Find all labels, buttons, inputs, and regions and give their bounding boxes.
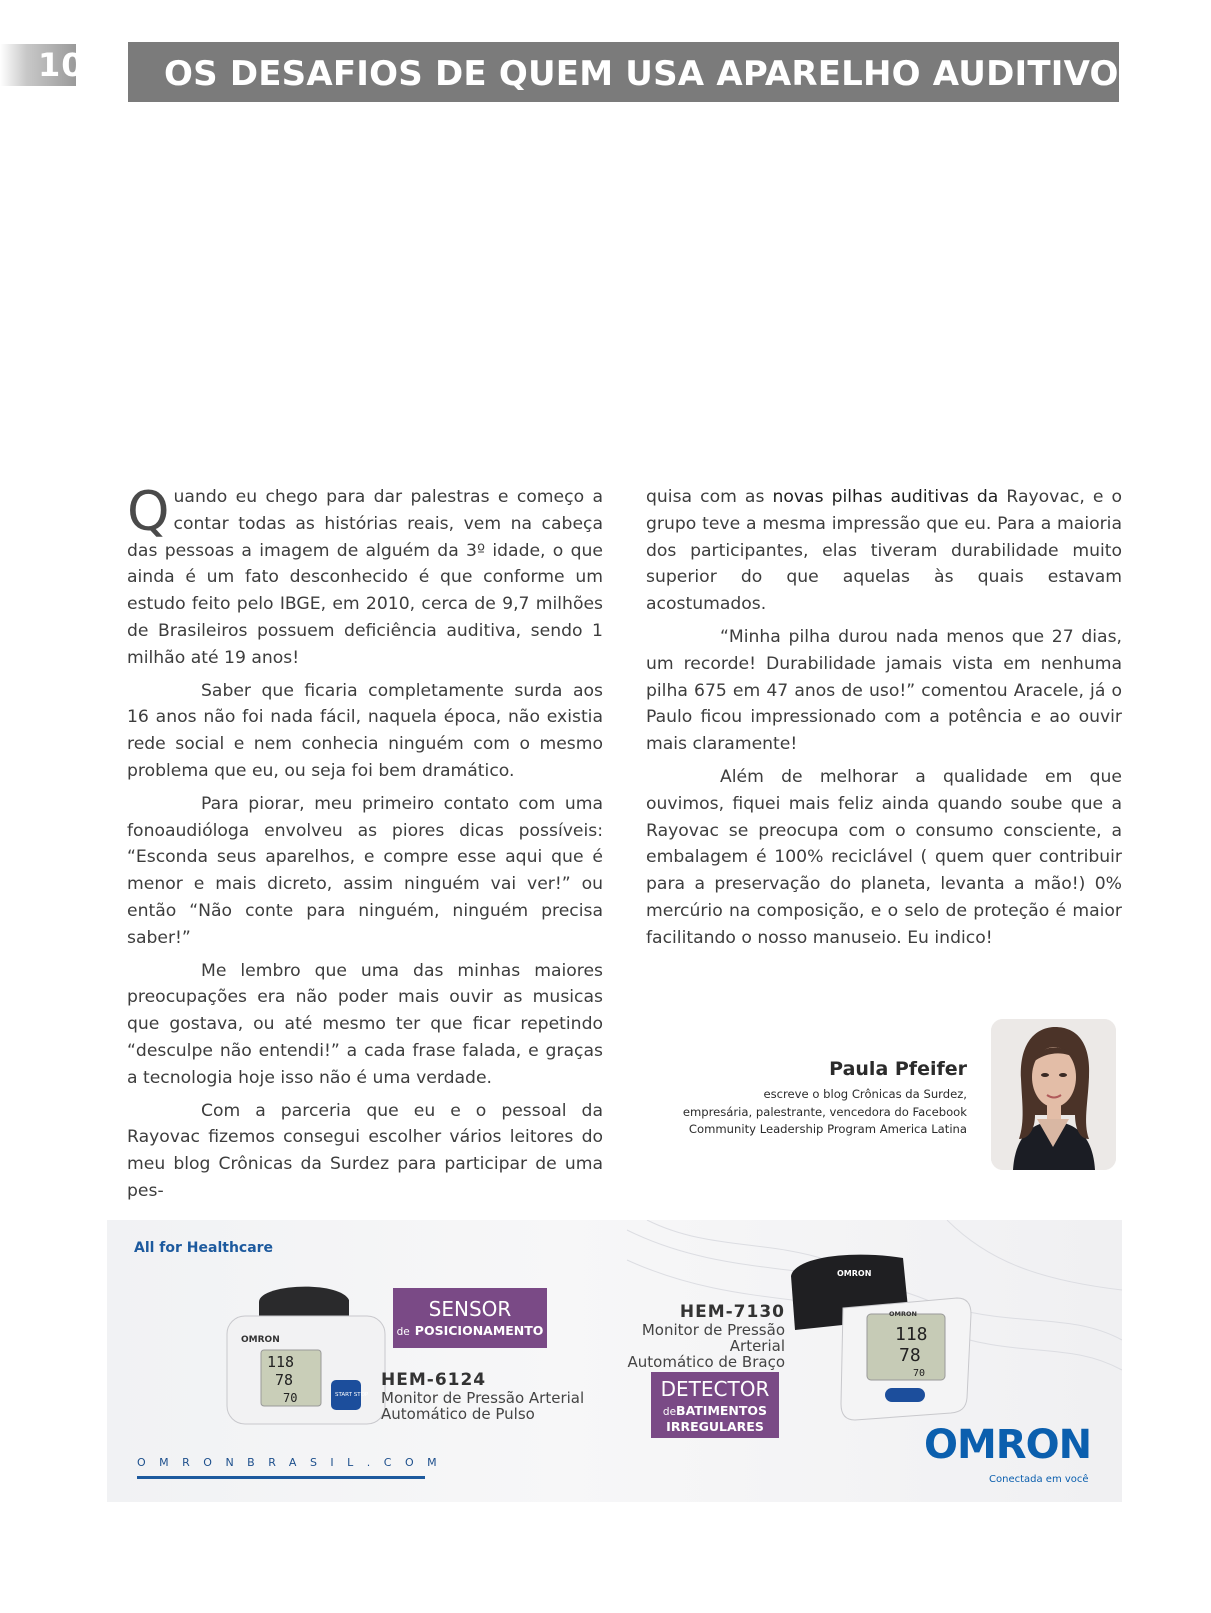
author-name: Paula Pfeifer (829, 1058, 967, 1080)
url-underline (137, 1476, 425, 1479)
cuff-brand-label: OMRON (837, 1269, 872, 1278)
omron-advertisement (107, 1220, 1122, 1502)
display-pul-value: 70 (283, 1391, 298, 1405)
arm-display-pul: 70 (913, 1368, 926, 1379)
author-portrait-image (991, 1019, 1116, 1170)
model-desc: Automático de Pulso (381, 1405, 535, 1423)
paragraph-7: “Minha pilha durou nada menos que 27 dias, um recorde! Durabilidade jamais vista em nenhuma pilha 675 em 47 anos de uso!” comentou Aracele, já o Paulo ficou impressionado com a potência e ao ouvir mais claramente! (646, 626, 1122, 755)
badge-sensor-de: de (396, 1326, 410, 1338)
wrist-monitor-device (219, 1280, 389, 1430)
ad-tagline: All for Healthcare (134, 1240, 274, 1256)
paragraph-6 (646, 484, 1122, 618)
author-credit (587, 1058, 967, 1139)
model-desc: Monitor de Pressão Arterial (381, 1389, 585, 1407)
paragraph-6-start: quisa com as (646, 487, 773, 507)
badge-sensor-bold: POSICIONAMENTO (414, 1323, 544, 1338)
author-bio-line: escreve o blog Crônicas da Surdez, (763, 1087, 967, 1101)
arm-device-brand: OMRON (889, 1310, 917, 1318)
author-photo (991, 1019, 1116, 1170)
model-code: HEM-6124 (381, 1370, 487, 1390)
device-brand-label: OMRON (241, 1335, 280, 1345)
omron-url: OMRONBRASIL.COM (137, 1456, 451, 1469)
badge-detector-bold-2: IRREGULARES (666, 1419, 764, 1434)
badge-detector-de: de (662, 1406, 677, 1418)
model-desc: Automático de Braço (627, 1353, 785, 1371)
omron-logo: OMRON (924, 1422, 1092, 1468)
page-title: OS DESAFIOS DE QUEM USA APARELHO AUDITIVO (164, 54, 1119, 94)
paragraph-8: Além de melhorar a qualidade em que ouvimos, fiquei mais feliz ainda quando soube que a Rayovac se preocupa com o consumo consciente, a embalagem é 100% reciclável ( quem quer contribuir para a preservação do planeta, levanta a mão!) 0% mercúrio na composição, e o selo de proteção é maior facilitando o nosso manuseio. Eu indico! (646, 766, 1122, 948)
paragraph-1-text: uando eu chego para dar palestras e começo a contar todas as histórias reais, vem na cabeça das pessoas a imagem de alguém da 3º idade, o que ainda é um fato desconhecido é que conforme um estudo feito pelo IBGE, em 2010, cerca de 9,7 milhões de Brasileiros possuem deficiência auditiva, sendo 1 milhão até 19 anos! (127, 487, 603, 668)
badge-sensor-sub (393, 1320, 547, 1339)
model-hem-7130 (583, 1302, 785, 1370)
page-number (0, 44, 85, 86)
title-banner (128, 42, 1119, 102)
arm-display-dia: 78 (899, 1345, 921, 1366)
display-sys-value: 118 (267, 1353, 295, 1371)
model-code: HEM-7130 (679, 1302, 785, 1322)
author-bio-line: empresária, palestrante, vencedora do Facebook (682, 1104, 967, 1119)
paragraph-3: Para piorar, meu primeiro contato com uma fonoaudióloga envolveu as piores dicas possíveis: “Esconda seus aparelhos, e compre esse aqui que é menor e mais dicreto, assim ninguém vai ver!” ou então “Não conte para ninguém, ninguém precisa saber!” (127, 793, 603, 948)
paragraph-6-end: Rayovac, e o grupo teve a mesma impressão que eu. Para a maioria dos participantes, elas tiveram durabilidade muito superior do que aquelas às quais estavam acostumados. (646, 487, 1123, 615)
display-dia-value: 78 (275, 1371, 294, 1389)
author-bio-line: Community Leadership Program America Latina (688, 1122, 967, 1136)
paragraph-2: Saber que ficaria completamente surda aos 16 anos não foi nada fácil, naquela época, não existia rede social e nem conhecia ninguém com o mesmo problema que eu, ou seja foi bem dramático. (127, 680, 603, 781)
article-left-column (127, 480, 603, 1211)
model-desc: Monitor de Pressão Arterial (641, 1321, 785, 1355)
article-right-column (646, 484, 1122, 958)
badge-detector-bold: BATIMENTOS (676, 1403, 768, 1418)
author-bio (587, 1086, 967, 1139)
paragraph-5: Com a parceria que eu e o pessoal da Rayovac fizemos consegui escolher vários leitores do meu blog Crônicas da Surdez para participar de uma pes- (127, 1100, 603, 1201)
badge-sensor (393, 1288, 547, 1348)
badge-detector-title: DETECTOR (660, 1377, 770, 1401)
page-number-text: 10 (38, 46, 85, 84)
badge-detector (651, 1372, 779, 1438)
model-hem-6124 (381, 1370, 584, 1422)
rayovac-link-text: novas pilhas auditivas da (772, 487, 999, 507)
start-stop-label: START STOP (335, 1392, 369, 1398)
arm-monitor-device (785, 1248, 975, 1428)
omron-slogan: Conectada em você (989, 1474, 1089, 1485)
badge-sensor-title: SENSOR (428, 1297, 512, 1321)
paragraph-1 (127, 480, 603, 672)
paragraph-4: Me lembro que uma das minhas maiores preocupações era não poder mais ouvir as musicas que gostava, ou até mesmo ter que ficar repetindo “desculpe não entendi!” a cada frase falada, e graças a tecnologia hoje isso não é uma verdade. (127, 960, 603, 1088)
arm-display-sys: 118 (895, 1324, 928, 1345)
badge-detector-sub (651, 1400, 779, 1419)
drop-cap: Q (127, 480, 170, 543)
